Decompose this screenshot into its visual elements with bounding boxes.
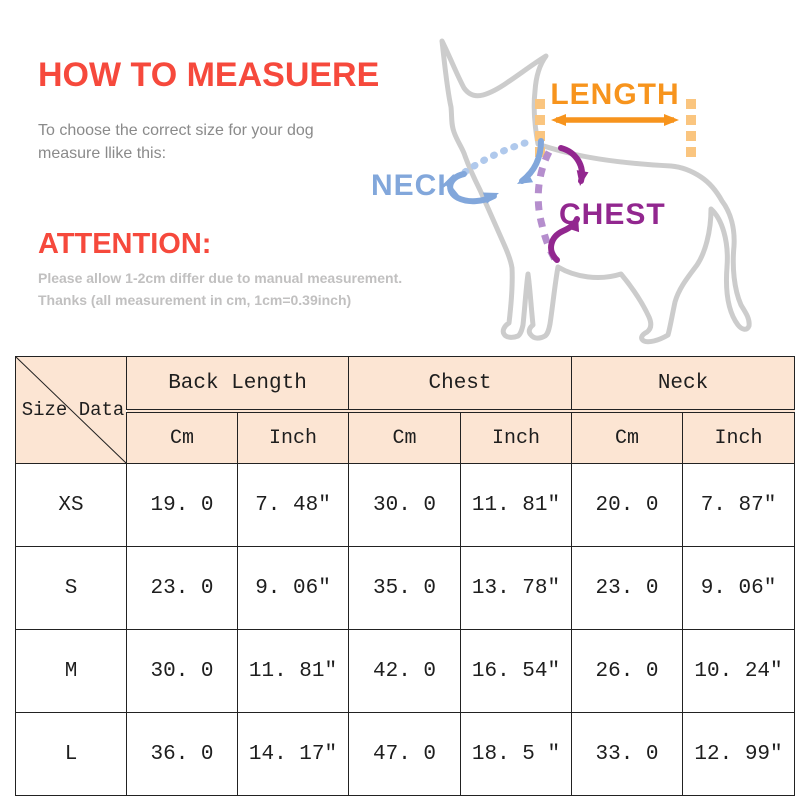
unit-header: Cm (127, 411, 238, 464)
value-cell: 10. 24″ (683, 630, 795, 713)
value-cell: 47. 0 (349, 713, 461, 796)
unit-header: Inch (238, 411, 349, 464)
unit-header: Cm (572, 411, 683, 464)
size-cell: XS (16, 464, 127, 547)
length-label: LENGTH (550, 78, 680, 111)
value-cell: 19. 0 (127, 464, 238, 547)
value-cell: 35. 0 (349, 547, 461, 630)
table-row-s (16, 547, 795, 630)
value-cell: 36. 0 (127, 713, 238, 796)
unit-header: Inch (683, 411, 795, 464)
length-arrowhead-right (664, 114, 679, 126)
attention-note-line1: Please allow 1-2cm differ due to manual measurement. (38, 270, 403, 286)
length-arrowhead-left (551, 114, 566, 126)
value-cell: 33. 0 (572, 713, 683, 796)
size-cell: S (16, 547, 127, 630)
neck-label: NECK (371, 169, 461, 202)
size-table-grid (15, 356, 795, 796)
group-header-neck: Neck (572, 357, 795, 412)
value-cell: 30. 0 (127, 630, 238, 713)
size-cell: L (16, 713, 127, 796)
value-cell: 23. 0 (127, 547, 238, 630)
table-row-m (16, 630, 795, 713)
length-dash-right (686, 99, 696, 157)
chest-arrowhead-top (574, 170, 588, 187)
neck-dotted-line (465, 143, 525, 172)
value-cell: 7. 48″ (238, 464, 349, 547)
table-row-l (16, 713, 795, 796)
neck-annotation (371, 141, 541, 204)
corner-cell (16, 357, 127, 464)
chest-label: CHEST (559, 198, 666, 231)
value-cell: 18. 5 ″ (461, 713, 572, 796)
value-cell: 7. 87″ (683, 464, 795, 547)
page-title: HOW TO MEASUERE (38, 56, 380, 94)
value-cell: 11. 81″ (461, 464, 572, 547)
dog-measuring-diagram (0, 25, 800, 355)
value-cell: 26. 0 (572, 630, 683, 713)
unit-header: Cm (349, 411, 461, 464)
intro-text-line1: To choose the correct size for your dog (38, 122, 314, 139)
group-header-row (16, 357, 795, 412)
corner-label: Size Data (21, 399, 125, 421)
value-cell: 12. 99″ (683, 713, 795, 796)
intro-text-line2: measure llike this: (38, 145, 167, 163)
size-cell: M (16, 630, 127, 713)
value-cell: 13. 78″ (461, 547, 572, 630)
value-cell: 14. 17″ (238, 713, 349, 796)
table-row-xs (16, 464, 795, 547)
value-cell: 23. 0 (572, 547, 683, 630)
attention-title: ATTENTION: (38, 228, 212, 260)
unit-header: Inch (461, 411, 572, 464)
value-cell: 16. 54″ (461, 630, 572, 713)
value-cell: 9. 06″ (238, 547, 349, 630)
group-header-chest: Chest (349, 357, 572, 412)
unit-header-row (16, 411, 795, 464)
value-cell: 42. 0 (349, 630, 461, 713)
value-cell: 30. 0 (349, 464, 461, 547)
size-table (15, 356, 794, 796)
value-cell: 20. 0 (572, 464, 683, 547)
length-annotation (535, 78, 696, 157)
attention-note-line2: Thanks (all measurement in cm, 1cm=0.39inch) (38, 292, 352, 309)
value-cell: 9. 06″ (683, 547, 795, 630)
value-cell: 11. 81″ (238, 630, 349, 713)
group-header-back-length: Back Length (127, 357, 349, 412)
